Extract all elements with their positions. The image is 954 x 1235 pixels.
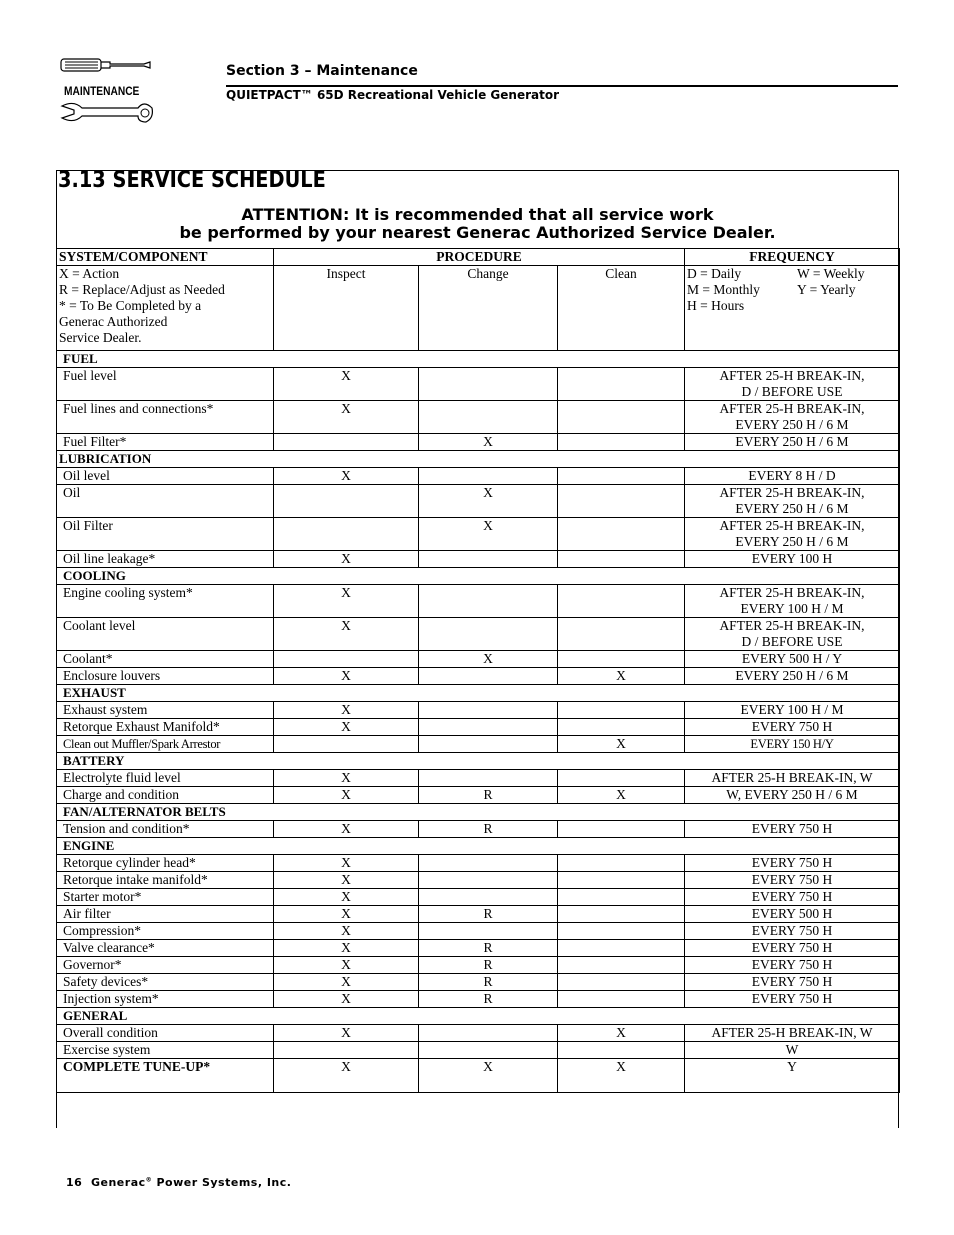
component-cell: Air filter bbox=[57, 906, 274, 923]
table-row bbox=[57, 1025, 900, 1042]
table-row bbox=[57, 551, 900, 568]
clean-cell bbox=[558, 940, 685, 957]
inspect-cell: X bbox=[274, 702, 419, 719]
service-schedule-table bbox=[56, 248, 900, 1093]
table-row bbox=[57, 821, 900, 838]
inspect-cell bbox=[274, 736, 419, 753]
table-row bbox=[57, 940, 900, 957]
table-row bbox=[57, 485, 900, 518]
clean-cell: X bbox=[558, 787, 685, 804]
frequency-cell: EVERY 750 H bbox=[685, 821, 900, 838]
inspect-cell bbox=[274, 651, 419, 668]
footer-company-rest: Power Systems, Inc. bbox=[152, 1176, 292, 1189]
section-label: EXHAUST bbox=[57, 685, 900, 702]
component-cell: Fuel Filter* bbox=[57, 434, 274, 451]
table-row bbox=[57, 668, 900, 685]
component-cell: Fuel level bbox=[57, 368, 274, 401]
change-cell: X bbox=[419, 1059, 558, 1093]
clean-cell bbox=[558, 821, 685, 838]
frequency-legend-left: D = Daily M = Monthly H = Hours bbox=[687, 266, 760, 313]
table-row bbox=[57, 468, 900, 485]
frequency-cell: EVERY 150 H/Y bbox=[685, 736, 900, 753]
table-row bbox=[57, 585, 900, 618]
table-row bbox=[57, 923, 900, 940]
section-row bbox=[57, 351, 900, 368]
table-row bbox=[57, 736, 900, 753]
attention-line-2: be performed by your nearest Generac Authorized Service Dealer. bbox=[179, 223, 776, 242]
clean-cell bbox=[558, 518, 685, 551]
component-cell: Tension and condition* bbox=[57, 821, 274, 838]
clean-cell bbox=[558, 368, 685, 401]
change-cell bbox=[419, 1025, 558, 1042]
inspect-cell bbox=[274, 485, 419, 518]
table-row bbox=[57, 434, 900, 451]
component-cell: Overall condition bbox=[57, 1025, 274, 1042]
section-row bbox=[57, 685, 900, 702]
inspect-cell: X bbox=[274, 618, 419, 651]
section-row bbox=[57, 804, 900, 821]
frequency-cell: EVERY 750 H bbox=[685, 957, 900, 974]
change-cell bbox=[419, 401, 558, 434]
change-cell bbox=[419, 855, 558, 872]
component-cell: Retorque Exhaust Manifold* bbox=[57, 719, 274, 736]
clean-cell bbox=[558, 991, 685, 1008]
page-number: 16 bbox=[66, 1176, 83, 1189]
table-row bbox=[57, 974, 900, 991]
component-cell: Retorque cylinder head* bbox=[57, 855, 274, 872]
inspect-cell: X bbox=[274, 468, 419, 485]
frequency-cell: W bbox=[685, 1042, 900, 1059]
clean-cell bbox=[558, 906, 685, 923]
table-row bbox=[57, 368, 900, 401]
frequency-cell: AFTER 25-H BREAK-IN, EVERY 100 H / M bbox=[685, 585, 900, 618]
clean-cell bbox=[558, 872, 685, 889]
table-row bbox=[57, 618, 900, 651]
section-label: GENERAL bbox=[57, 1008, 900, 1025]
change-cell: R bbox=[419, 991, 558, 1008]
frequency-legend-right: W = Weekly Y = Yearly bbox=[797, 266, 865, 297]
table-row bbox=[57, 1059, 900, 1093]
clean-cell bbox=[558, 401, 685, 434]
component-cell: Governor* bbox=[57, 957, 274, 974]
footer-company: Generac bbox=[90, 1176, 146, 1189]
frequency-cell: W, EVERY 250 H / 6 M bbox=[685, 787, 900, 804]
component-cell: Starter motor* bbox=[57, 889, 274, 906]
table-row bbox=[57, 1042, 900, 1059]
section-label: COOLING bbox=[57, 568, 900, 585]
frequency-cell: EVERY 750 H bbox=[685, 940, 900, 957]
frequency-cell: EVERY 250 H / 6 M bbox=[685, 668, 900, 685]
frequency-cell: AFTER 25-H BREAK-IN, EVERY 250 H / 6 M bbox=[685, 401, 900, 434]
frequency-cell: EVERY 500 H / Y bbox=[685, 651, 900, 668]
inspect-cell: X bbox=[274, 551, 419, 568]
frequency-cell: AFTER 25-H BREAK-IN, D / BEFORE USE bbox=[685, 618, 900, 651]
table-row bbox=[57, 872, 900, 889]
table-row bbox=[57, 855, 900, 872]
change-cell: X bbox=[419, 518, 558, 551]
section-row bbox=[57, 568, 900, 585]
component-cell: Valve clearance* bbox=[57, 940, 274, 957]
legend-row bbox=[57, 266, 900, 351]
clean-cell bbox=[558, 485, 685, 518]
clean-cell: X bbox=[558, 1059, 685, 1093]
inspect-cell: X bbox=[274, 957, 419, 974]
table-row bbox=[57, 787, 900, 804]
component-cell: Charge and condition bbox=[57, 787, 274, 804]
clean-cell bbox=[558, 923, 685, 940]
component-cell: Fuel lines and connections* bbox=[57, 401, 274, 434]
table-row bbox=[57, 719, 900, 736]
component-cell: COMPLETE TUNE-UP* bbox=[57, 1059, 274, 1093]
component-cell: Compression* bbox=[57, 923, 274, 940]
section-label: ENGINE bbox=[57, 838, 900, 855]
clean-cell bbox=[558, 551, 685, 568]
frequency-cell: AFTER 25-H BREAK-IN, W bbox=[685, 1025, 900, 1042]
inspect-cell: X bbox=[274, 974, 419, 991]
component-cell: Oil bbox=[57, 485, 274, 518]
clean-cell bbox=[558, 434, 685, 451]
header-rule bbox=[226, 85, 898, 87]
table-row bbox=[57, 518, 900, 551]
frequency-cell: AFTER 25-H BREAK-IN, D / BEFORE USE bbox=[685, 368, 900, 401]
inspect-cell: X bbox=[274, 719, 419, 736]
column-change: Change bbox=[419, 266, 558, 351]
clean-cell bbox=[558, 702, 685, 719]
legend-keys: X = Action R = Replace/Adjust as Needed * = To Be Completed by a Generac Authorized Service Dealer. bbox=[57, 266, 274, 351]
component-cell: Oil level bbox=[57, 468, 274, 485]
table-row bbox=[57, 770, 900, 787]
table-header-row bbox=[57, 249, 900, 266]
component-cell: Injection system* bbox=[57, 991, 274, 1008]
section-label: FUEL bbox=[57, 351, 900, 368]
inspect-cell: X bbox=[274, 991, 419, 1008]
logo-label: MAINTENANCE bbox=[64, 84, 140, 98]
frequency-cell: EVERY 750 H bbox=[685, 872, 900, 889]
column-inspect: Inspect bbox=[274, 266, 419, 351]
change-cell: X bbox=[419, 485, 558, 518]
frequency-cell: EVERY 250 H / 6 M bbox=[685, 434, 900, 451]
clean-cell bbox=[558, 889, 685, 906]
change-cell: X bbox=[419, 651, 558, 668]
change-cell bbox=[419, 1042, 558, 1059]
frequency-cell: EVERY 750 H bbox=[685, 889, 900, 906]
frequency-cell: EVERY 100 H bbox=[685, 551, 900, 568]
frequency-cell: EVERY 500 H bbox=[685, 906, 900, 923]
frequency-cell: AFTER 25-H BREAK-IN, EVERY 250 H / 6 M bbox=[685, 485, 900, 518]
header-procedure: PROCEDURE bbox=[274, 249, 685, 266]
inspect-cell: X bbox=[274, 787, 419, 804]
frequency-cell: EVERY 8 H / D bbox=[685, 468, 900, 485]
table-row bbox=[57, 957, 900, 974]
inspect-cell: X bbox=[274, 872, 419, 889]
inspect-cell: X bbox=[274, 940, 419, 957]
frequency-cell: EVERY 750 H bbox=[685, 991, 900, 1008]
inspect-cell: X bbox=[274, 923, 419, 940]
section-label: LUBRICATION bbox=[57, 451, 900, 468]
inspect-cell: X bbox=[274, 889, 419, 906]
change-cell bbox=[419, 719, 558, 736]
section-row bbox=[57, 1008, 900, 1025]
inspect-cell bbox=[274, 434, 419, 451]
header-component: SYSTEM/COMPONENT bbox=[57, 249, 274, 266]
change-cell: X bbox=[419, 434, 558, 451]
change-cell: R bbox=[419, 940, 558, 957]
change-cell bbox=[419, 872, 558, 889]
section-row bbox=[57, 451, 900, 468]
change-cell bbox=[419, 551, 558, 568]
clean-cell bbox=[558, 770, 685, 787]
inspect-cell: X bbox=[274, 585, 419, 618]
frequency-cell: EVERY 750 H bbox=[685, 719, 900, 736]
change-cell: R bbox=[419, 974, 558, 991]
frequency-cell: AFTER 25-H BREAK-IN, W bbox=[685, 770, 900, 787]
registered-mark: ® bbox=[145, 1176, 153, 1184]
clean-cell: X bbox=[558, 1025, 685, 1042]
clean-cell bbox=[558, 468, 685, 485]
component-cell: Safety devices* bbox=[57, 974, 274, 991]
component-cell: Oil line leakage* bbox=[57, 551, 274, 568]
change-cell: R bbox=[419, 787, 558, 804]
change-cell bbox=[419, 668, 558, 685]
clean-cell bbox=[558, 719, 685, 736]
clean-cell bbox=[558, 855, 685, 872]
attention-line-1: ATTENTION: It is recommended that all service work bbox=[241, 205, 714, 224]
component-cell: Coolant level bbox=[57, 618, 274, 651]
change-cell bbox=[419, 923, 558, 940]
clean-cell: X bbox=[558, 668, 685, 685]
inspect-cell bbox=[274, 1042, 419, 1059]
change-cell bbox=[419, 368, 558, 401]
change-cell bbox=[419, 736, 558, 753]
table-row bbox=[57, 991, 900, 1008]
page-footer bbox=[66, 1176, 291, 1189]
clean-cell bbox=[558, 1042, 685, 1059]
clean-cell bbox=[558, 957, 685, 974]
inspect-cell: X bbox=[274, 401, 419, 434]
change-cell: R bbox=[419, 821, 558, 838]
component-cell: Exhaust system bbox=[57, 702, 274, 719]
inspect-cell bbox=[274, 518, 419, 551]
component-cell: Clean out Muffler/Spark Arrestor bbox=[57, 736, 274, 753]
page-title: 3.13 SERVICE SCHEDULE bbox=[58, 168, 326, 193]
clean-cell bbox=[558, 651, 685, 668]
inspect-cell: X bbox=[274, 770, 419, 787]
clean-cell: X bbox=[558, 736, 685, 753]
component-cell: Retorque intake manifold* bbox=[57, 872, 274, 889]
section-row bbox=[57, 838, 900, 855]
table-row bbox=[57, 401, 900, 434]
inspect-cell: X bbox=[274, 1059, 419, 1093]
table-row bbox=[57, 702, 900, 719]
table-row bbox=[57, 906, 900, 923]
clean-cell bbox=[558, 585, 685, 618]
inspect-cell: X bbox=[274, 906, 419, 923]
component-cell: Electrolyte fluid level bbox=[57, 770, 274, 787]
section-heading: Section 3 – Maintenance bbox=[226, 63, 418, 79]
component-cell: Enclosure louvers bbox=[57, 668, 274, 685]
table-row bbox=[57, 651, 900, 668]
table-row bbox=[57, 889, 900, 906]
header-frequency: FREQUENCY bbox=[685, 249, 900, 266]
change-cell bbox=[419, 889, 558, 906]
frequency-cell: EVERY 750 H bbox=[685, 923, 900, 940]
component-cell: Coolant* bbox=[57, 651, 274, 668]
change-cell bbox=[419, 770, 558, 787]
inspect-cell: X bbox=[274, 368, 419, 401]
component-cell: Engine cooling system* bbox=[57, 585, 274, 618]
change-cell bbox=[419, 468, 558, 485]
inspect-cell: X bbox=[274, 855, 419, 872]
change-cell bbox=[419, 618, 558, 651]
section-row bbox=[57, 753, 900, 770]
section-label: BATTERY bbox=[57, 753, 900, 770]
change-cell: R bbox=[419, 906, 558, 923]
change-cell bbox=[419, 702, 558, 719]
frequency-cell: EVERY 750 H bbox=[685, 974, 900, 991]
inspect-cell: X bbox=[274, 1025, 419, 1042]
clean-cell bbox=[558, 974, 685, 991]
component-cell: Exercise system bbox=[57, 1042, 274, 1059]
frequency-cell: EVERY 750 H bbox=[685, 855, 900, 872]
inspect-cell: X bbox=[274, 821, 419, 838]
clean-cell bbox=[558, 618, 685, 651]
column-clean: Clean bbox=[558, 266, 685, 351]
frequency-legend bbox=[685, 266, 900, 351]
document-subtitle: QUIETPACT™ 65D Recreational Vehicle Generator bbox=[226, 88, 560, 102]
inspect-cell: X bbox=[274, 668, 419, 685]
component-cell: Oil Filter bbox=[57, 518, 274, 551]
frequency-cell: AFTER 25-H BREAK-IN, EVERY 250 H / 6 M bbox=[685, 518, 900, 551]
section-label: FAN/ALTERNATOR BELTS bbox=[57, 804, 900, 821]
change-cell bbox=[419, 585, 558, 618]
frequency-cell: EVERY 100 H / M bbox=[685, 702, 900, 719]
frequency-cell: Y bbox=[685, 1059, 900, 1093]
change-cell: R bbox=[419, 957, 558, 974]
